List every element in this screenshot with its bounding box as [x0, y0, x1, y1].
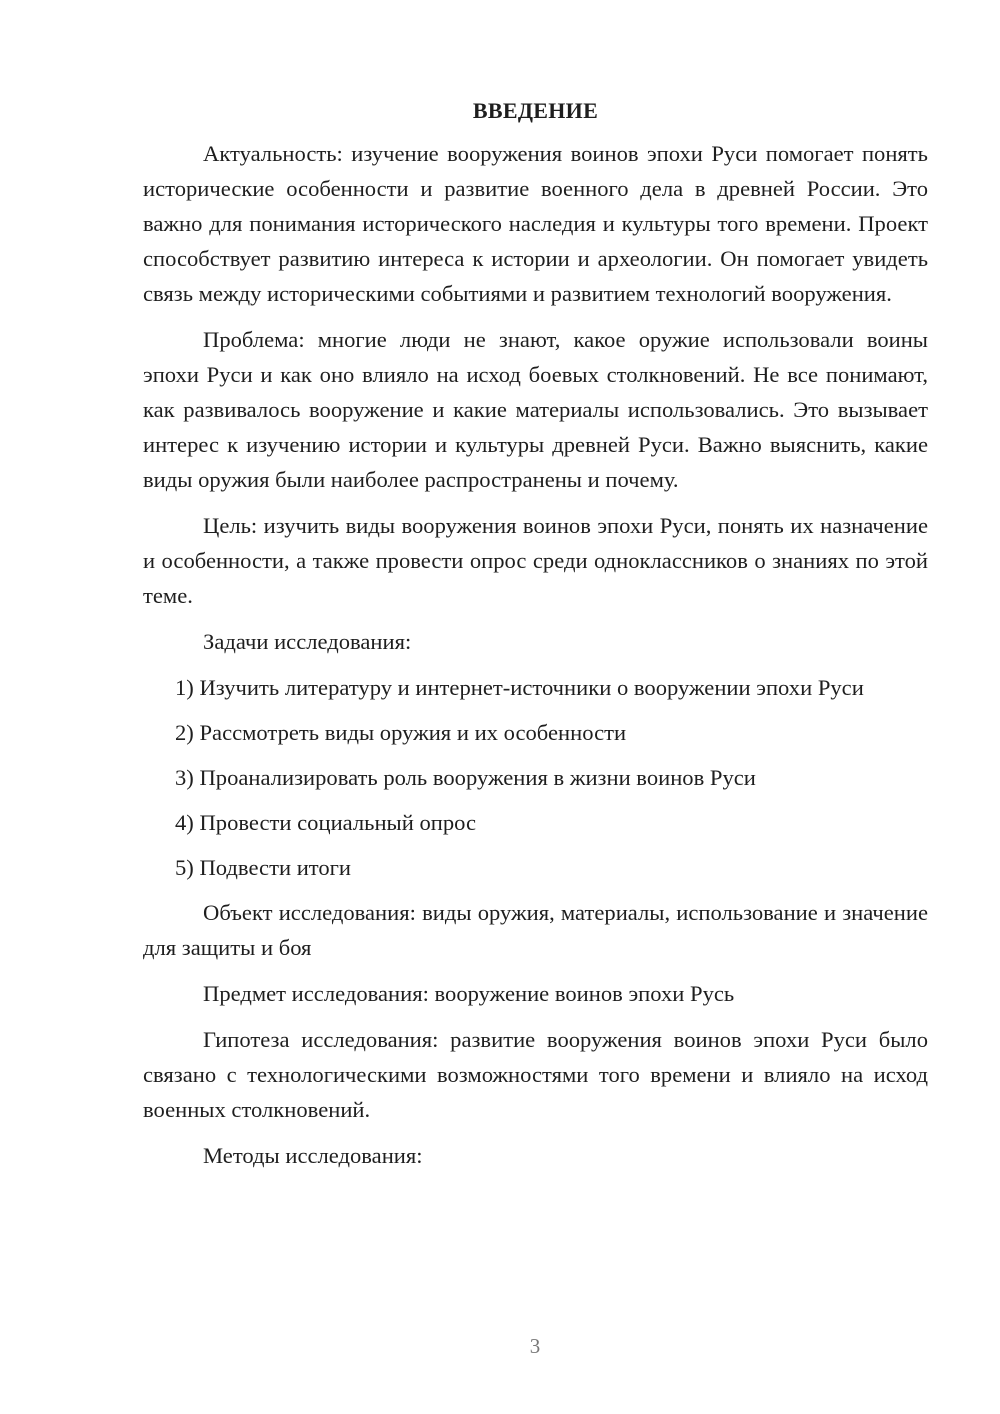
methods-heading: Методы исследования: — [203, 1143, 423, 1168]
task-item: 5) Подвести итоги — [175, 855, 352, 880]
document-page — [143, 94, 928, 1184]
task-item: 3) Проанализировать роль вооружения в жизни воинов Руси — [175, 765, 756, 790]
task-item: 4) Провести социальный опрос — [175, 810, 477, 835]
tasks-heading: Задачи исследования: — [203, 629, 412, 654]
page-number: 3 — [529, 1334, 541, 1358]
tasks-list — [143, 670, 928, 885]
problem-paragraph: Проблема: многие люди не знают, какое оружие использовали воины эпохи Руси и как оно влияло на исход боевых столкновений. Не все понимают, как развивалось вооружение и какие материалы использовались. Это вызывает интерес к изучению истории и культуры древней Руси. Важно выяснить, какие виды оружия были наиболее распространены и почему. — [143, 327, 928, 492]
task-item: 2) Рассмотреть виды оружия и их особенности — [175, 720, 627, 745]
subject-paragraph: Предмет исследования: вооружение воинов эпохи Русь — [203, 981, 735, 1006]
section-title: ВВЕДЕНИЕ — [472, 98, 599, 123]
object-paragraph: Объект исследования: виды оружия, материалы, использование и значение для защиты и боя — [143, 900, 928, 960]
task-item: 1) Изучить литературу и интернет-источники о вооружении эпохи Руси — [175, 675, 864, 700]
relevance-paragraph: Актуальность: изучение вооружения воинов эпохи Руси помогает понять исторические особенности и развитие военного дела в древней России. Это важно для понимания исторического наследия и культуры того времени. Проект способствует развитию интереса к истории и археологии. Он помогает увидеть связь между историческими событиями и развитием технологий вооружения. — [143, 141, 928, 306]
hypothesis-paragraph: Гипотеза исследования: развитие вооружения воинов эпохи Руси было связано с технологическими возможностями того времени и влияло на исход военных столкновений. — [143, 1027, 928, 1122]
goal-paragraph: Цель: изучить виды вооружения воинов эпохи Руси, понять их назначение и особенности, а также провести опрос среди одноклассников о знаниях по этой теме. — [143, 513, 928, 608]
